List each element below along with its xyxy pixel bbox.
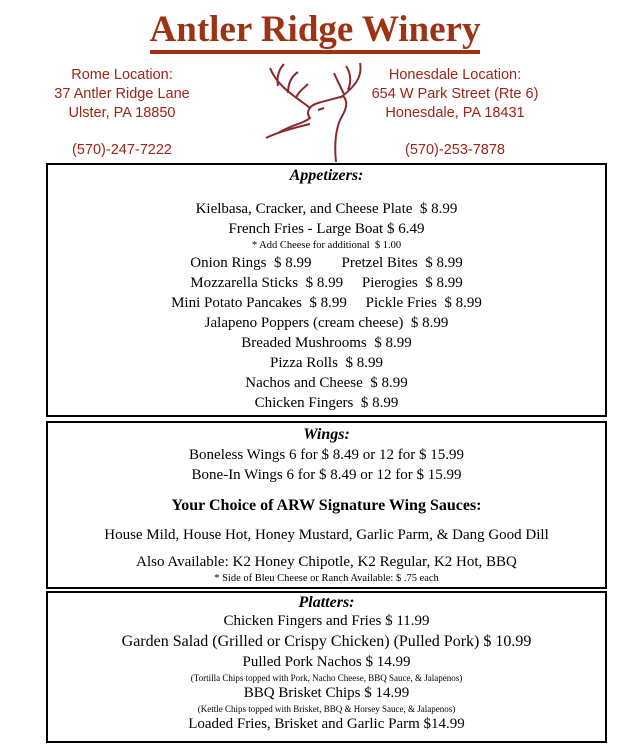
location-label: Honesdale Location: <box>388 67 522 83</box>
location-label: Rome Location: <box>71 67 173 83</box>
honesdale-location <box>355 66 555 160</box>
sauce-heading: Your Choice of ARW Signature Wing Sauces: <box>171 497 482 514</box>
menu-item: Onion Rings $ 8.99 Pretzel Bites $ 8.99 <box>190 255 463 271</box>
item-note: (Tortilla Chips topped with Pork, Nacho Cheese, BBQ Sauce, & Jalapenos) <box>190 673 463 683</box>
menu-item: Bone-In Wings 6 for $ 8.49 or 12 for $ 15.99 <box>191 467 462 483</box>
menu-item: Kielbasa, Cracker, and Cheese Plate $ 8.99 <box>195 201 458 217</box>
location-street: 37 Antler Ridge Lane <box>54 86 190 102</box>
sauce-list: House Mild, House Hot, Honey Mustard, Garlic Parm, & Dang Good Dill <box>104 527 549 543</box>
section-heading: Appetizers: <box>289 167 364 184</box>
section-heading: Platters: <box>298 594 355 611</box>
menu-item: Chicken Fingers $ 8.99 <box>254 395 399 411</box>
menu-item: Mini Potato Pancakes $ 8.99 Pickle Fries $ 8.99 <box>171 295 482 311</box>
menu-item: Loaded Fries, Brisket and Garlic Parm $14.99 <box>188 716 465 732</box>
wings-section <box>46 421 607 589</box>
menu-item: Pulled Pork Nachos $ 14.99 <box>242 654 411 670</box>
deer-logo-icon <box>248 58 378 166</box>
menu-item: Boneless Wings 6 for $ 8.49 or 12 for $ 15.99 <box>189 447 464 463</box>
section-heading: Wings: <box>303 426 350 443</box>
rome-location <box>22 66 222 160</box>
menu-item: French Fries - Large Boat $ 6.49 <box>228 221 425 237</box>
menu-item: Jalapeno Poppers (cream cheese) $ 8.99 <box>204 315 449 331</box>
appetizers-section <box>46 163 607 417</box>
platters-section <box>46 591 607 743</box>
location-street: 654 W Park Street (Rte 6) <box>371 86 539 102</box>
menu-item: Mozzarella Sticks $ 8.99 Pierogies $ 8.99 <box>190 275 463 291</box>
location-city: Ulster, PA 18850 <box>68 105 176 121</box>
item-note: (Kettle Chips topped with Brisket, BBQ & Horsey Sauce, & Jalapenos) <box>197 704 456 714</box>
menu-item: Breaded Mushrooms $ 8.99 <box>241 335 412 351</box>
menu-item: Nachos and Cheese $ 8.99 <box>245 375 408 391</box>
location-phone: (570)-253-7878 <box>405 142 505 158</box>
menu-item: Chicken Fingers and Fries $ 11.99 <box>223 613 430 629</box>
item-note: * Add Cheese for additional $ 1.00 <box>251 240 402 251</box>
location-city: Honesdale, PA 18431 <box>385 105 525 121</box>
sauce-also: Also Available: K2 Honey Chipotle, K2 Regular, K2 Hot, BBQ <box>136 554 517 570</box>
side-note: * Side of Bleu Cheese or Ranch Available: $ .75 each <box>214 573 439 584</box>
menu-item: Garden Salad (Grilled or Crispy Chicken) (Pulled Pork) $ 10.99 <box>121 633 532 650</box>
location-phone: (570)-247-7222 <box>72 142 172 158</box>
menu-item: Pizza Rolls $ 8.99 <box>270 355 383 371</box>
page-title: Antler Ridge Winery <box>0 8 630 52</box>
menu-item: BBQ Brisket Chips $ 14.99 <box>243 685 410 701</box>
